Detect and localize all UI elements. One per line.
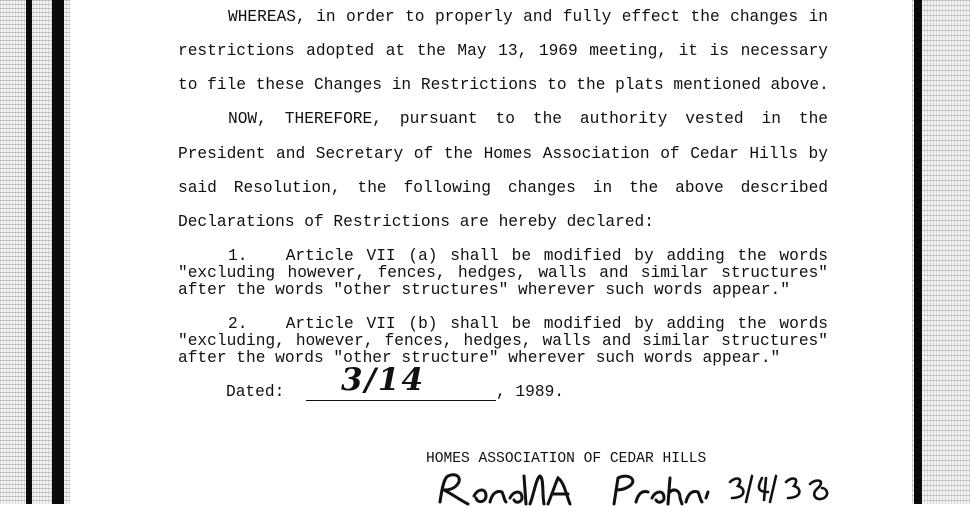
- year-text: , 1989.: [496, 383, 564, 401]
- text-line: after the words "other structure" wherever such words appear.": [178, 349, 781, 367]
- right-border-bar: [914, 0, 922, 504]
- handwritten-date: 3/14: [341, 362, 426, 398]
- text-line: 1. Article VII (a) shall be modified by adding the words: [228, 247, 828, 265]
- text-line: WHEREAS, in order to properly and fully effect the changes in: [228, 8, 828, 26]
- text-line: after the words "other structures" wherever such words appear.": [178, 281, 790, 299]
- dated-label: Dated:: [226, 383, 285, 401]
- text-line: NOW, THEREFORE, pursuant to the authority vested in the: [228, 110, 828, 128]
- date-signature-line: [306, 400, 496, 401]
- text-line: said Resolution, the following changes in the above described: [178, 179, 828, 197]
- left-border-bar-outer: [26, 0, 32, 504]
- association-name: HOMES ASSOCIATION OF CEDAR HILLS: [426, 451, 707, 467]
- left-border-bar-inner: [52, 0, 64, 504]
- text-line: restrictions adopted at the May 13, 1969 meeting, it is necessary: [178, 42, 828, 60]
- text-line: President and Secretary of the Homes Association of Cedar Hills by: [178, 145, 828, 163]
- text-line: "excluding, however, fences, hedges, walls and similar structures": [178, 332, 828, 350]
- handwritten-signature: [430, 468, 850, 508]
- text-line: to file these Changes in Restrictions to the plats mentioned above.: [178, 76, 829, 94]
- text-line: 2. Article VII (b) shall be modified by adding the words: [228, 315, 828, 333]
- text-line: Declarations of Restrictions are hereby declared:: [178, 213, 654, 231]
- text-line: "excluding however, fences, hedges, walls and similar structures": [178, 264, 828, 282]
